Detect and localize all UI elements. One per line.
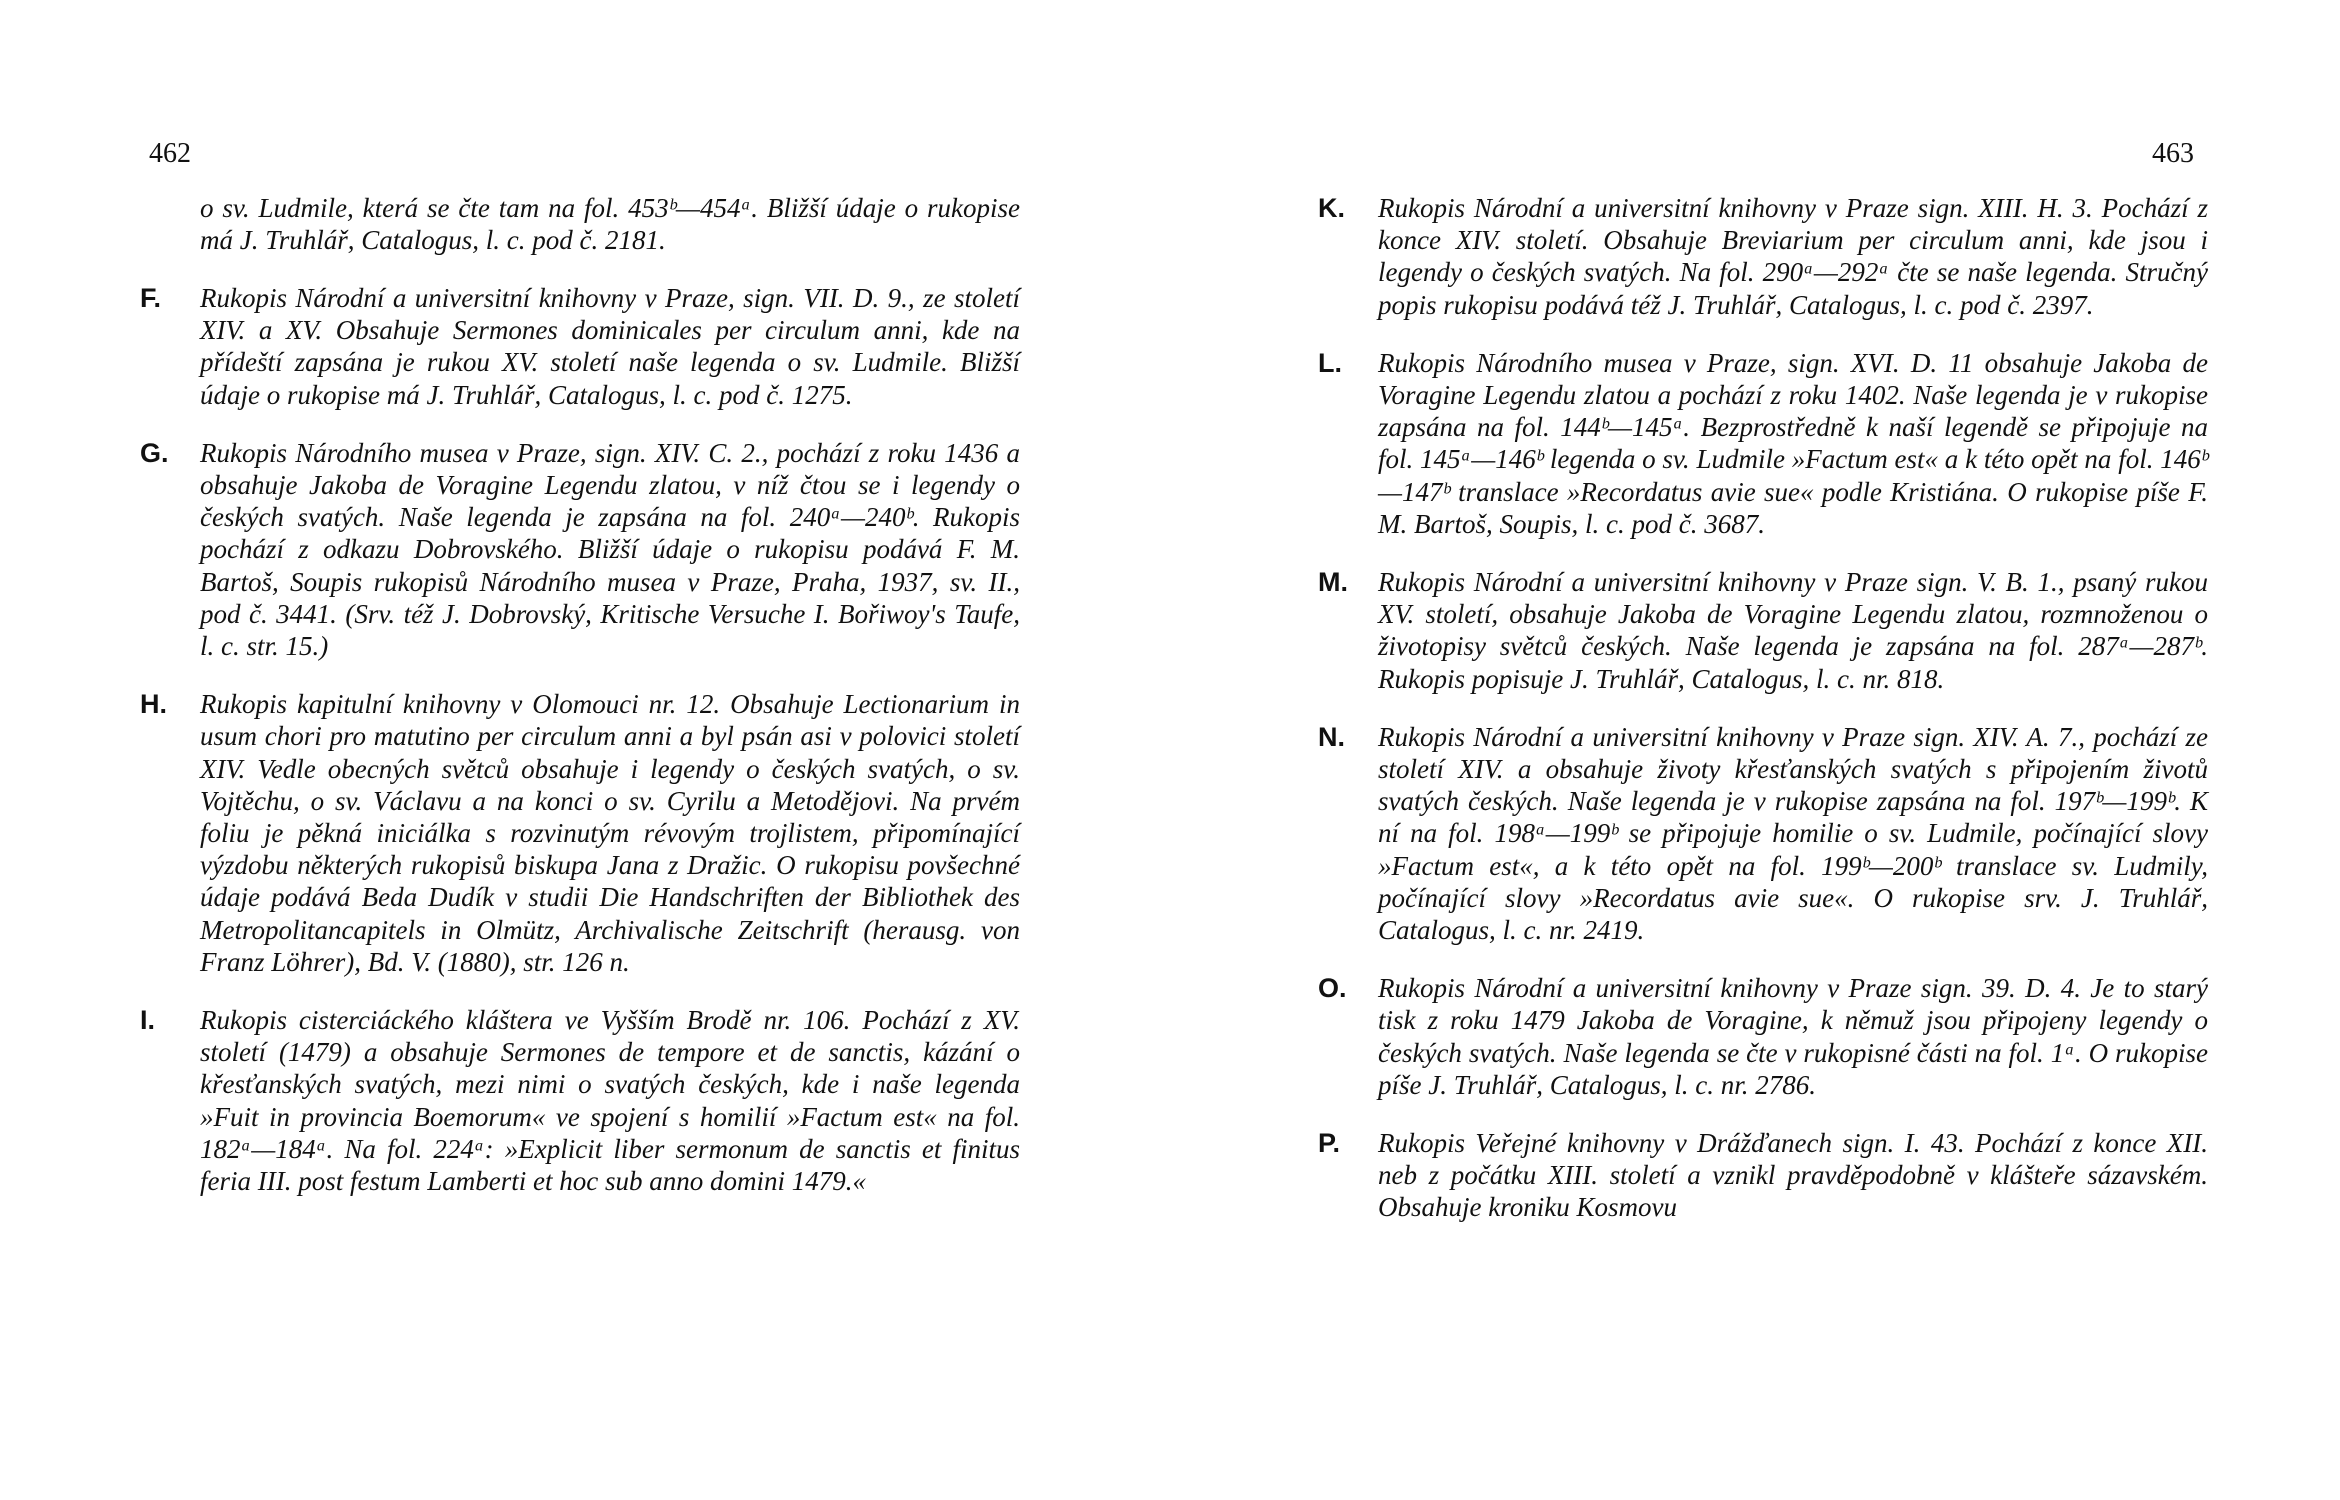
entry-text: Rukopis Národní a universitní knihovny v Praze sign. 39. D. 4. Je to starý tisk z roku 1479 Jakoba de Voragine, k němuž jsou připojeny legendy o českých svatých. Naše legenda se čte v rukopisné části na fol. 1ᵃ. O rukopise píše J. Truhlář, Catalogus, l. c. nr. 2786. [1378,973,2208,1100]
entry-letter: I. [140,1005,156,1036]
entry-text: Rukopis cisterciáckého kláštera ve Vyšším Brodě nr. 106. Pochází z XV. století (1479) a obsahuje Sermones de tempore et de sanctis, kázání o křesťanských svatých, mezi nimi o svatých českých, kde i naše legenda »Fuit in provincia Boemorum« ve spojení s homilií »Factum est« na fol. 182ᵃ—184ᵃ. Na fol. 224ᵃ: »Explicit liber sermonum de sanctis et finitus feria III. post festum Lamberti et hoc sub anno domini 1479.« [200,1005,1020,1197]
page-number-left: 462 [149,138,191,169]
entry-text: Rukopis Národního musea v Praze, sign. XVI. D. 11 obsahuje Jakoba de Voragine Legendu zlatou a pochází z roku 1402. Naše legenda je v rukopise zapsána na fol. 144ᵇ—145ᵃ. Bezprostředně k naší legendě se připojuje na fol. 145ᵃ—146ᵇ legenda o sv. Ludmile »Factum est« a k této opět na fol. 146ᵇ—147ᵇ translace »Recordatus avie sue« podle Kristiána. O rukopise píše F. M. Bartoš, Soupis, l. c. pod č. 3687. [1378,347,2208,539]
entry-letter: O. [1318,973,1347,1004]
left-page-content [140,192,1020,1223]
page-number-right: 463 [2152,138,2194,169]
entry-letter: L. [1318,347,1342,378]
entry-text: Rukopis Veřejné knihovny v Drážďanech sign. I. 43. Pochází z konce XII. neb z počátku XIII. století a vznikl pravděpodobně v klášteře sázavském. Obsahuje kroniku Kosmovu [1378,1128,2208,1223]
entry-k [1318,192,2208,321]
entry-text: Rukopis Národní a universitní knihovny v Praze sign. XIV. A. 7., pochází ze století XIV. a obsahuje životy křesťanských svatých s připojením životů svatých českých. Naše legenda je v rukopise zapsána na fol. 197ᵇ—199ᵇ. K ní na fol. 198ᵃ—199ᵇ se připojuje homilie o sv. Ludmile, počínající slovy »Factum est«, a k této opět na fol. 199ᵇ—200ᵇ translace sv. Ludmily, počínající slovy »Recordatus avie sue«. O rukopise srv. J. Truhlář, Catalogus, l. c. nr. 2419. [1378,721,2208,946]
continued-paragraph: o sv. Ludmile, která se čte tam na fol. 453ᵇ—454ᵃ. Bližší údaje o rukopise má J. Truhlář, Catalogus, l. c. pod č. 2181. [200,193,1020,255]
entry-p [1318,1127,2208,1224]
right-page-content [1318,192,2208,1250]
entry-h [140,688,1020,978]
entry-f [140,282,1020,411]
right-page [1170,0,2340,1500]
entry-text: Rukopis Národní a universitní knihovny v Praze sign. XIII. H. 3. Pochází z konce XIV. století. Obsahuje Breviarium per circulum anni, kde jsou i legendy o českých svatých. Na fol. 290ᵃ—292ᵃ čte se naše legenda. Stručný popis rukopisu podává též J. Truhlář, Catalogus, l. c. pod č. 2397. [1378,193,2208,320]
entry-text: Rukopis Národního musea v Praze, sign. XIV. C. 2., pochází z roku 1436 a obsahuje Jakoba de Voragine Legendu zlatou, v níž čtou se i legendy o českých svatých. Naše legenda je zapsána na fol. 240ᵃ—240ᵇ. Rukopis pochází z odkazu Dobrovského. Bližší údaje o rukopisu podává F. M. Bartoš, Soupis rukopisů Národního musea v Praze, Praha, 1937, sv. II., pod č. 3441. (Srv. též J. Dobrovský, Kritische Versuche I. Bořiwoy's Taufe, l. c. str. 15.) [200,437,1020,662]
entry-m [1318,566,2208,695]
entry-i [140,1004,1020,1197]
entry-l [1318,347,2208,540]
entry-letter: H. [140,689,167,720]
entry-n [1318,721,2208,946]
entry-letter: N. [1318,721,1345,752]
entry-text: Rukopis kapitulní knihovny v Olomouci nr. 12. Obsahuje Lectionarium in usum chori pro matutino per circulum anni a byl psán asi v polovici století XIV. Vedle obecných světců obsahuje i legendy o českých svatých, o sv. Vojtěchu, o sv. Václavu a na konci o sv. Cyrilu a Metodějovi. Na prvém foliu je pěkná iniciálka s rozvinutým révovým trojlistem, připomínající výzdobu některých rukopisů biskupa Jana z Dražic. O rukopisu povšechné údaje podává Beda Dudík v studii Die Handschriften der Bibliothek des Metropolitancapitels in Olmütz, Archivalische Zeitschrift (herausg. von Franz Löhrer), Bd. V. (1880), str. 126 n. [200,689,1020,977]
entry-text: Rukopis Národní a universitní knihovny v Praze sign. V. B. 1., psaný rukou XV. století, obsahuje Jakoba de Voragine Legendu zlatou, rozmnoženou o životopisy světců českých. Naše legenda je zapsána na fol. 287ᵃ—287ᵇ. Rukopis popisuje J. Truhlář, Catalogus, l. c. nr. 818. [1378,567,2208,694]
entry-letter: K. [1318,193,1345,223]
entry-letter: F. [140,283,162,313]
entry-text: Rukopis Národní a universitní knihovny v Praze, sign. VII. D. 9., ze století XIV. a XV. Obsahuje Sermones dominicales per circulum anni, kde na přídeští zapsána je rukou XV. století naše legenda o sv. Ludmile. Bližší údaje o rukopise má J. Truhlář, Catalogus, l. c. pod č. 1275. [200,283,1020,410]
entry-g [140,437,1020,662]
entry-letter: G. [140,437,169,468]
entry-letter: M. [1318,567,1348,598]
entry-letter: P. [1318,1128,1341,1159]
entry-o [1318,972,2208,1101]
